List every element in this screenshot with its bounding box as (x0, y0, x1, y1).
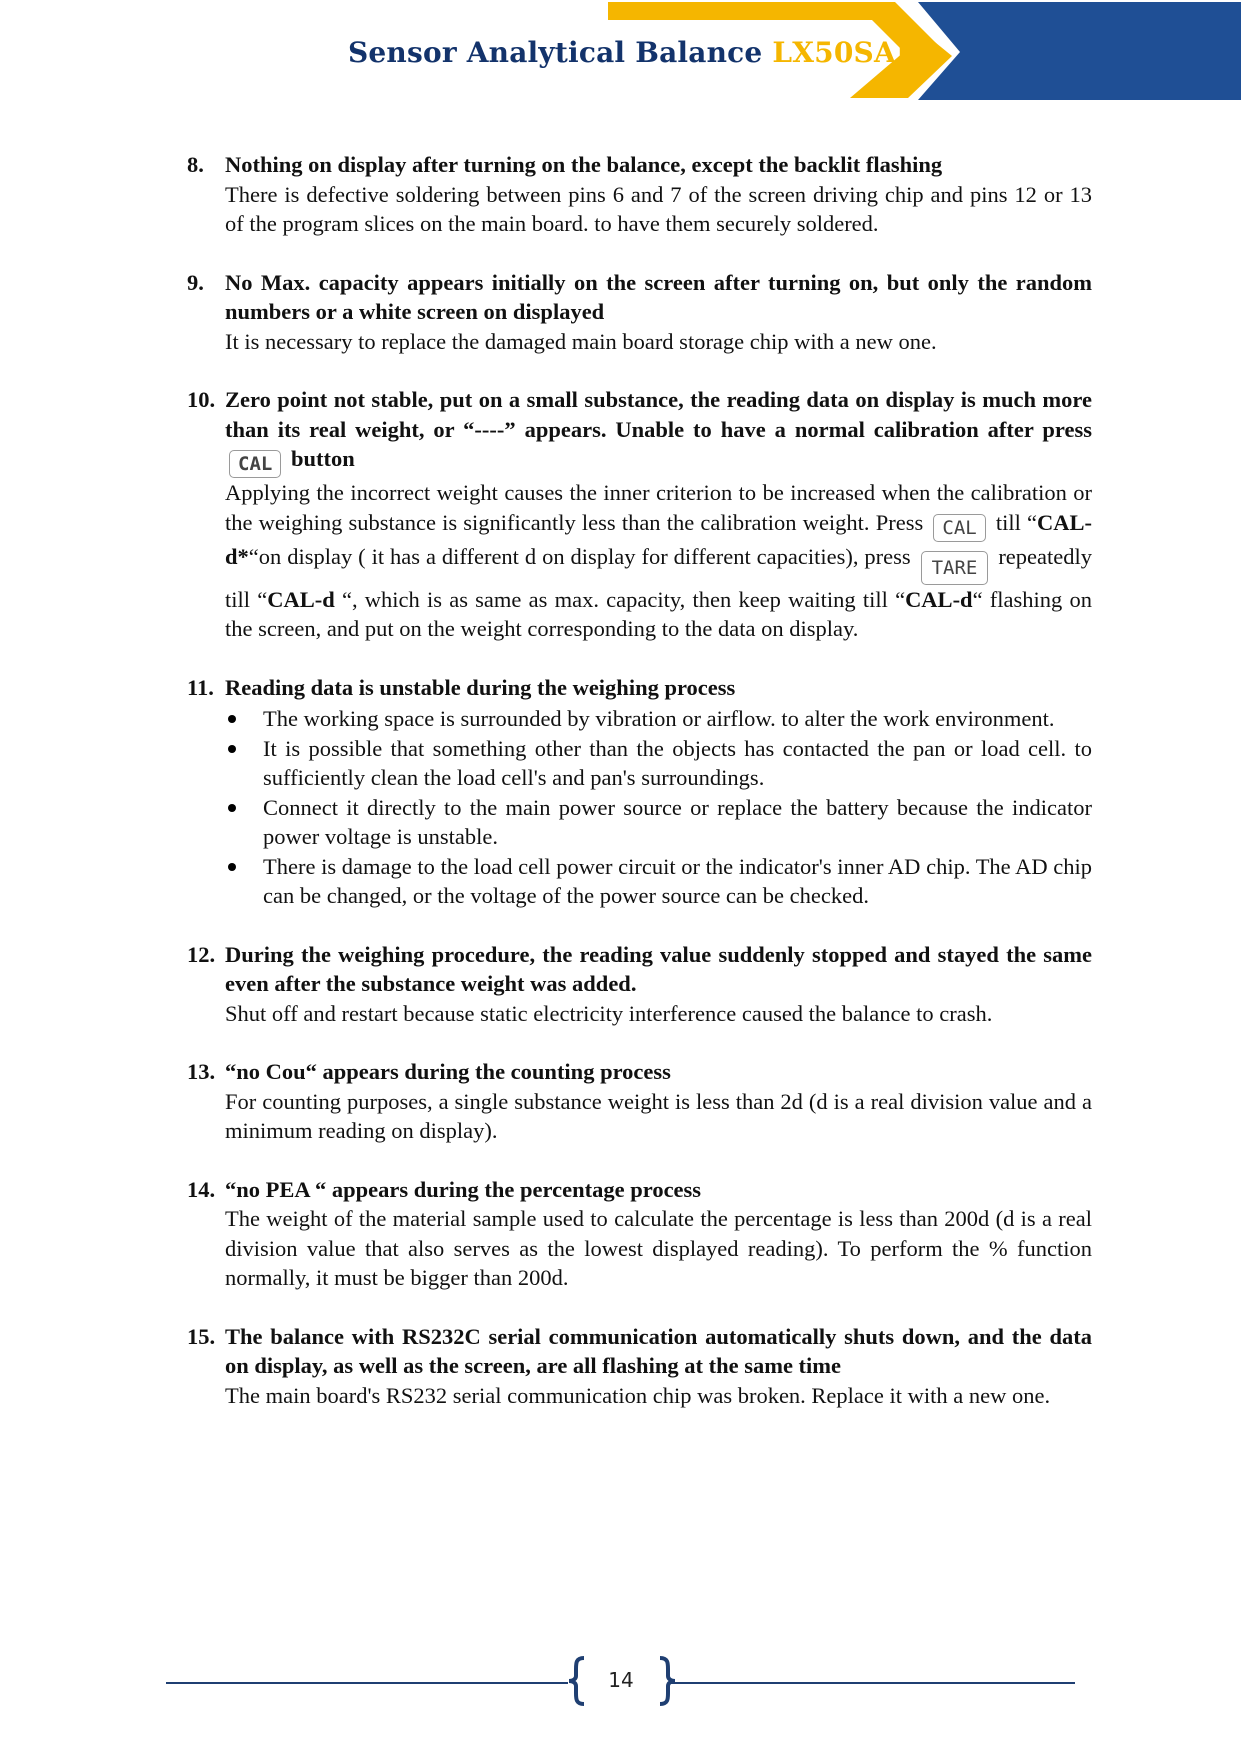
left-brace-icon (566, 1655, 588, 1707)
cause-text: There is damage to the load cell power circuit or the indicator's inner AD chip. The AD chip can be changed, or the voltage of the power source can be checked. (263, 853, 1092, 908)
right-brace-icon (656, 1655, 678, 1707)
item-body: The weight of the material sample used to calculate the percentage is less than 200d (d is a real division value that also serves as the lowest displayed reading). To perform the % function normally, it must be bigger than 200d. (225, 1206, 1092, 1290)
model-number: LX50SAB (772, 36, 920, 69)
body-text: till “ (995, 509, 1037, 535)
item-number: 13. (187, 1059, 216, 1084)
item-number: 11. (187, 674, 214, 700)
item-number: 10. (187, 387, 216, 412)
item-number: 9. (187, 269, 204, 295)
item-number: 15. (187, 1323, 216, 1349)
cal-button-icon (933, 512, 985, 542)
item-title: During the weighing procedure, the reading value suddenly stopped and stayed the same even after the substance weight was added. (225, 941, 1092, 996)
item-body: Shut off and restart because static electricity interference caused the balance to crash. (225, 1000, 993, 1026)
item-body (225, 478, 1092, 644)
cause-list (225, 704, 1092, 911)
display-code: CAL-d* (225, 509, 1092, 569)
item-title: The balance with RS232C serial communication automatically shuts down, and the data on display, as well as the screen, are all flashing at the same time (225, 1323, 1092, 1378)
bullet-icon (228, 804, 236, 812)
item-number: 12. (187, 941, 216, 967)
item-body: There is defective soldering between pins 6 and 7 of the screen driving chip and pins 12 or 13 of the program slices on the main board. to have them securely soldered. (225, 181, 1092, 236)
cal-button-icon (229, 448, 281, 478)
trouble-item-10 (187, 385, 1092, 644)
item-title: No Max. capacity appears initially on the screen after turning on, but only the random numbers or a white screen on displayed (225, 269, 1092, 324)
display-code: CAL-d (905, 586, 973, 612)
tare-button-icon (921, 551, 989, 585)
bullet-icon (228, 715, 236, 723)
cal-button-label: CAL (229, 450, 281, 478)
bullet-icon (228, 745, 236, 753)
cause-list-item (225, 704, 1092, 734)
cause-list-item (225, 734, 1092, 793)
item-title (225, 385, 1092, 478)
body-text: Applying the incorrect weight causes the inner criterion to be increased when the calibration or the weighing substance is significantly less than the calibration weight. Press (225, 480, 1092, 535)
item-title: “no Cou“ appears during the counting process (225, 1059, 671, 1084)
item-number: 14. (187, 1176, 216, 1202)
item-title-part: Zero point not stable, put on a small substance, the reading data on display is much more than its real weight, or “----” appears. Unable to have a normal calibration after press (225, 387, 1092, 442)
body-text: “, which is as same as max. capacity, then keep waiting till “ (334, 586, 906, 612)
cause-list-item (225, 793, 1092, 852)
tare-button-label: TARE (921, 551, 989, 585)
trouble-item-12 (187, 940, 1092, 1029)
bullet-icon (228, 863, 236, 871)
item-body: The main board's RS232 serial communication chip was broken. Replace it with a new one. (225, 1382, 1051, 1408)
cause-text: Connect it directly to the main power source or replace the battery because the indicator power voltage is unstable. (263, 794, 1092, 849)
item-body: It is necessary to replace the damaged main board storage chip with a new one. (225, 328, 937, 354)
product-name: Sensor Analytical Balance (348, 36, 763, 69)
document-header-title (348, 36, 920, 80)
trouble-item-15 (187, 1322, 1092, 1411)
troubleshooting-list (187, 150, 1092, 1439)
item-title: Nothing on display after turning on the balance, except the backlit flashing (225, 152, 943, 177)
body-text: “on display ( it has a different d on display for different capacities), press (248, 543, 911, 569)
trouble-item-14 (187, 1175, 1092, 1293)
cause-text: The working space is surrounded by vibration or airflow. to alter the work environment. (263, 706, 1055, 731)
trouble-item-8 (187, 150, 1092, 239)
trouble-item-11 (187, 673, 1092, 911)
body-text: repeatedly till “ (225, 543, 1093, 612)
footer-rule-right (670, 1682, 1075, 1684)
body-text: “ flashing on the screen, and put on the weight corresponding to the data on display. (225, 586, 1092, 641)
cause-list-item (225, 852, 1092, 911)
trouble-item-9 (187, 268, 1092, 357)
item-number: 8. (187, 152, 204, 177)
cal-button-label: CAL (933, 514, 985, 542)
display-code: CAL-d (267, 586, 335, 612)
item-title-part: button (290, 446, 355, 471)
footer-rule-left (166, 1682, 568, 1684)
item-title: “no PEA “ appears during the percentage process (225, 1176, 702, 1202)
trouble-item-13 (187, 1057, 1092, 1146)
cause-text: It is possible that something other than the objects has contacted the pan or load cell. to sufficiently clean the load cell's and pan's surroundings. (263, 735, 1092, 790)
item-body: For counting purposes, a single substance weight is less than 2d (d is a real division value and a minimum reading on display). (225, 1088, 1092, 1143)
page-number: 14 (608, 1668, 634, 1692)
item-title: Reading data is unstable during the weighing process (225, 674, 736, 700)
